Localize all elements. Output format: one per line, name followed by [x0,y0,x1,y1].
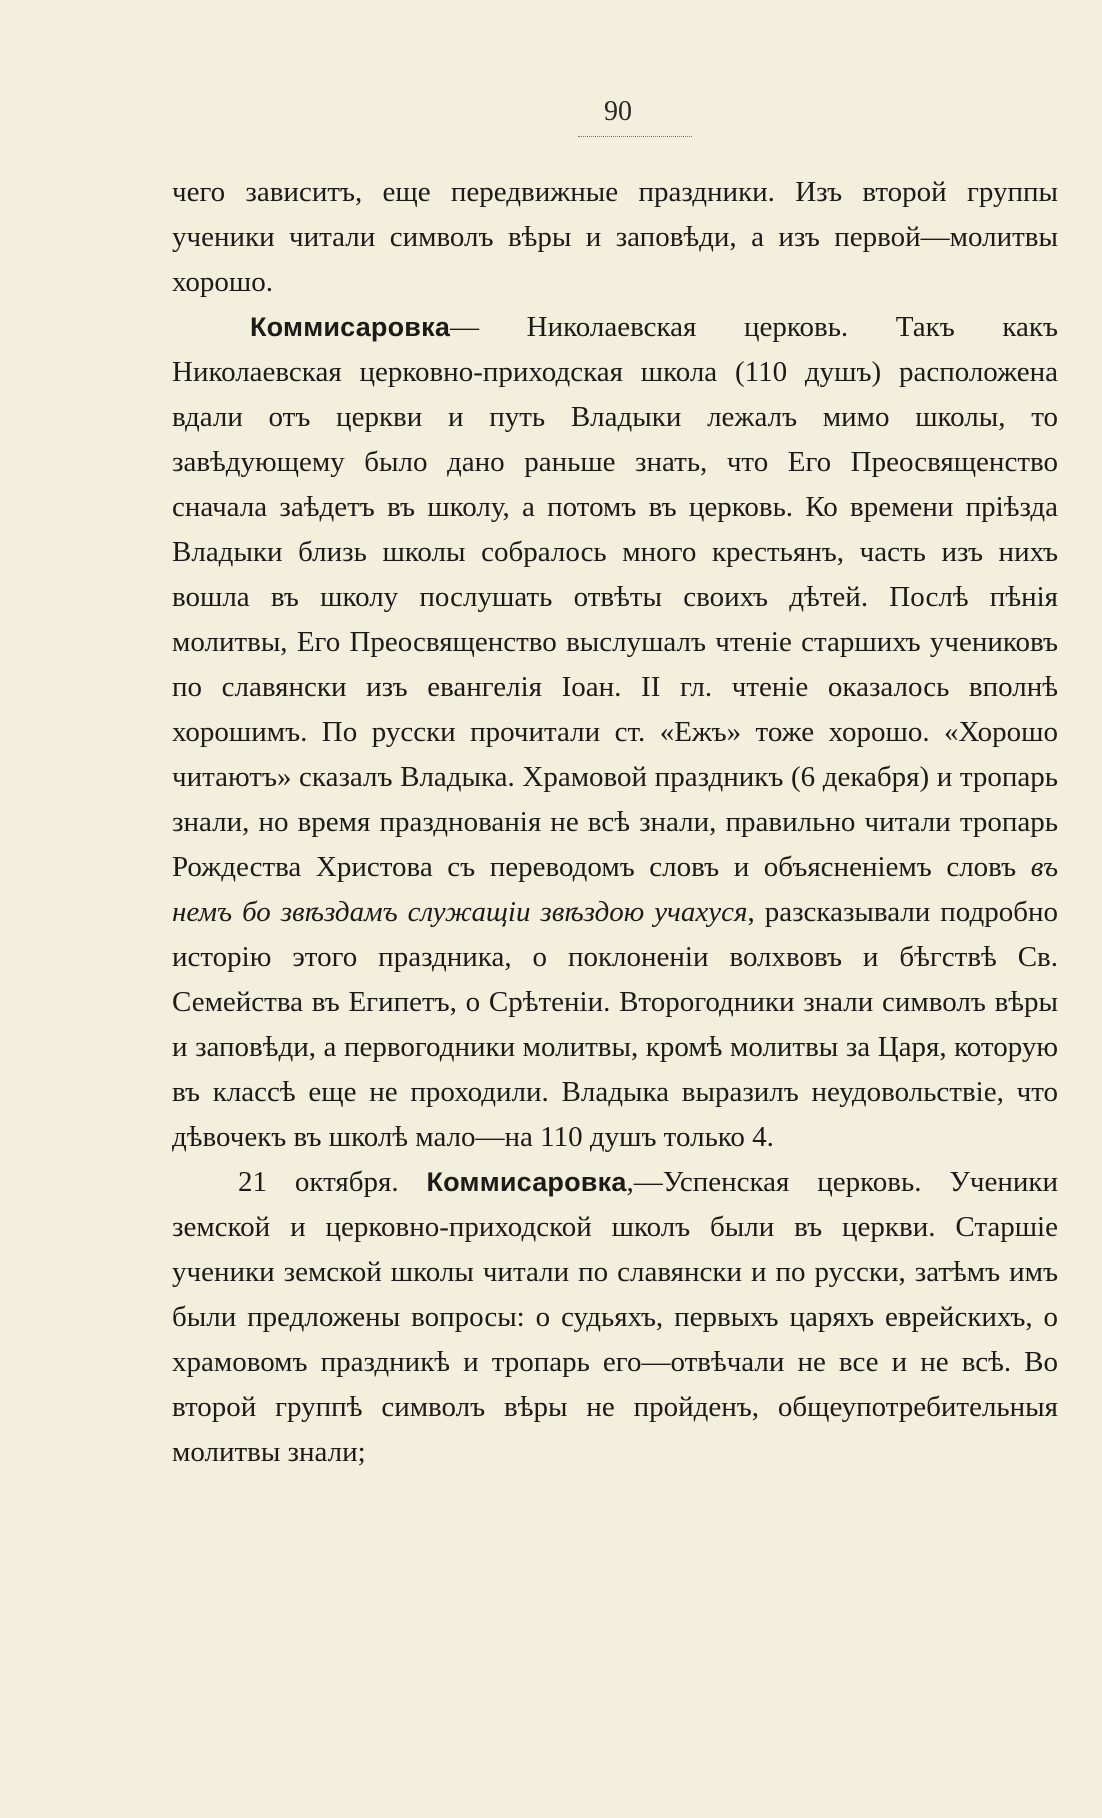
page-number-rule [578,136,692,137]
paragraph-2 [172,305,1058,1160]
paragraph-2-text-a: — Николаевская церковь. Такъ какъ Николаевская церковно-приходская школа (110 душъ) расположена вдали отъ церкви и путь Владыки лежалъ мимо школы, то завѣдующему было дано раньше знать, что Его Преосвященство сначала заѣдетъ въ школу, а потомъ въ церковь. Ко времени пріѣзда Владыки близь школы собралось много крестьянъ, часть изъ нихъ вошла въ школу послушать отвѣты своихъ дѣтей. Послѣ пѣнія молитвы, Его Преосвященство выслушалъ чтеніе старшихъ учениковъ по славянски изъ евангелія Іоан. II гл. чтеніе оказалось вполнѣ хорошимъ. По русски прочитали ст. «Ежъ» тоже хорошо. «Хорошо читаютъ» сказалъ Владыка. Храмовой праздникъ (6 декабря) и тропарь знали, но время празднованія не всѣ знали, правильно читали тропарь Рождества Христова съ переводомъ словъ и объясненіемъ словъ [172,311,1058,883]
paragraph-3-date: 21 октября. [238,1166,399,1198]
place-heading-kommisarovka-2: Коммисаровка [426,1167,627,1197]
body-text [172,170,1058,1475]
paragraph-2-text-b: , разсказывали подробно исторію этого праздника, о поклоненіи волхвовъ и бѣгствѣ Св. Семейства въ Египетъ, о Срѣтеніи. Второгодники знали символъ вѣры и заповѣди, а первогодники молитвы, кромѣ молитвы за Царя, которую въ классѣ еще не проходили. Владыка выразилъ неудовольствіе, что дѣвочекъ въ школѣ мало—на 110 душъ только 4. [172,896,1058,1153]
page-number: 90 [604,96,632,127]
paragraph-1 [172,170,1058,305]
paragraph-1-text: чего зависитъ, еще передвижные праздники. Изъ второй группы ученики читали символъ вѣры и заповѣди, а изъ первой—молитвы хорошо. [172,176,1058,298]
paragraph-2-italic-quote: въ немъ бо звѣздамъ служащіи звѣздою учахуся [172,851,1058,928]
paragraph-3 [172,1160,1058,1475]
place-heading-kommisarovka: Коммисаровка [250,312,451,342]
paragraph-3-text: ,—Успенская церковь. Ученики земской и церковно-приходской школъ были въ церкви. Старшіе ученики земской школы читали по славянски и по русски, затѣмъ имъ были предложены вопросы: о судьяхъ, первыхъ царяхъ еврейскихъ, о храмовомъ праздникѣ и тропарь его—отвѣчали не все и не всѣ. Во второй группѣ символъ вѣры не пройденъ, общеупотребительныя молитвы знали; [172,1166,1058,1468]
